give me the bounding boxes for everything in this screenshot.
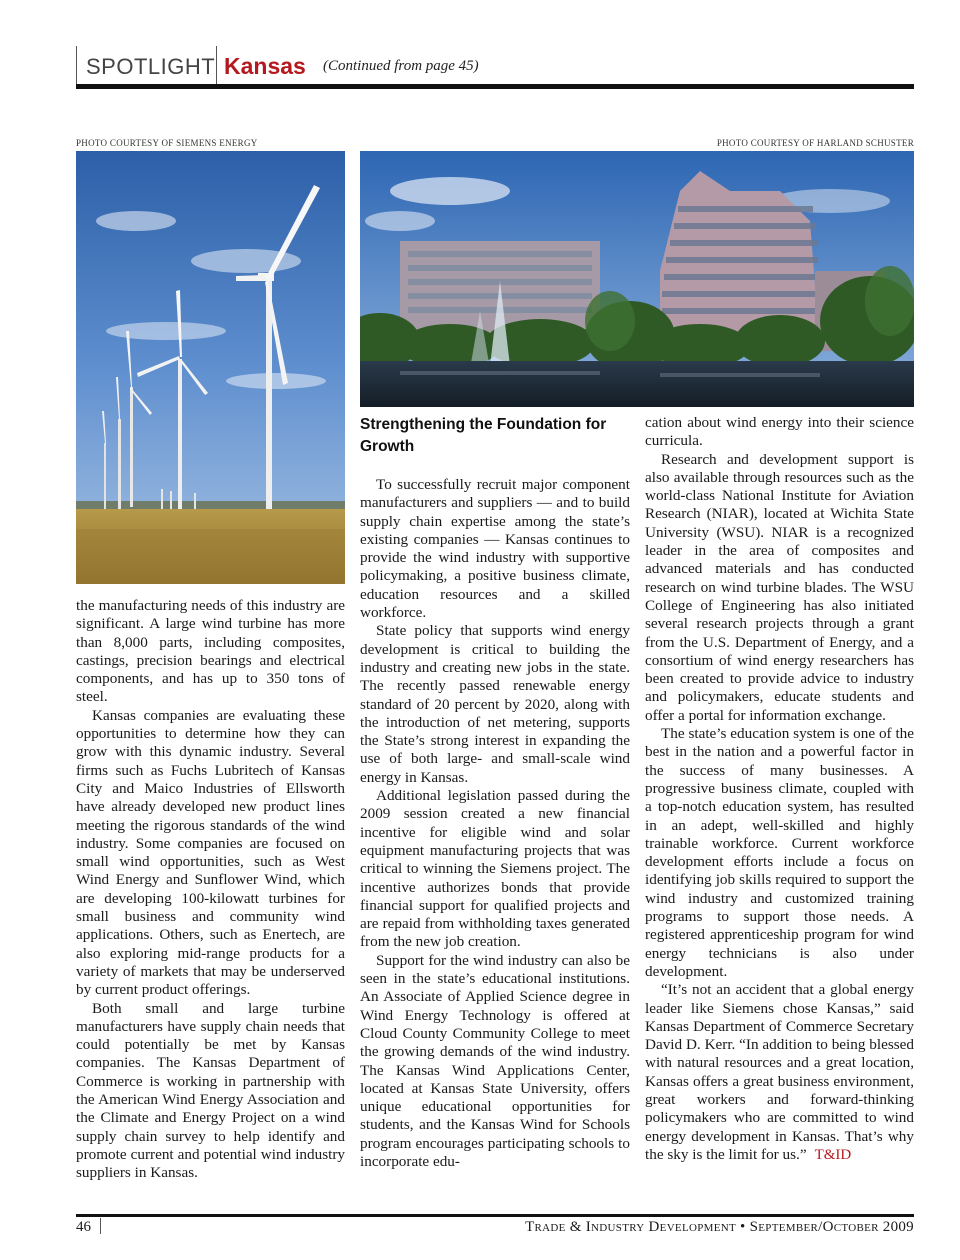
paragraph: Additional legislation passed during the 2009 session created a new financial incentive for eligible wind and solar equipment manufacturing projects that was critical to winning the Siemens project. The incentive authorizes bonds that provide financial support for qualified projects and are repaid from withholding taxes generated from the new job creation. <box>360 787 630 951</box>
section-state: Kansas <box>224 53 306 79</box>
publication-info: Trade & Industry Development • September/October 2009 <box>525 1219 914 1235</box>
header-divider <box>76 46 77 86</box>
continued-note: (Continued from page 45) <box>323 58 479 74</box>
paragraph: cation about wind energy into their science curricula. <box>645 414 914 450</box>
wind-turbine-photo <box>76 151 345 584</box>
section-heading: Strengthening the Foundation for Growth <box>360 416 607 455</box>
header-rule <box>76 84 914 89</box>
page-number: 46 <box>76 1219 91 1235</box>
paragraph: To successfully recruit major component manufacturers and suppliers — and to build supply chain expertise among the state’s existing companies — Kansas continues to provide the wind industry with supportive policymaking, a positive business climate, education resources and a skilled workforce. <box>360 476 630 622</box>
paragraph: Both small and large turbine manufacturers have supply chain needs that could potentially be met by Kansas companies. The Kansas Department of Commerce is working in partnership with the American Wind Energy Association and the Climate and Energy Project on a wind supply chain survey to help identify and promote current and potential wind industry suppliers in Kansas. <box>76 999 345 1182</box>
office-building-photo <box>360 151 914 407</box>
right-photo-credit: PHOTO COURTESY OF HARLAND SCHUSTER <box>716 138 914 148</box>
quote-text: “It’s not an accident that a global energy leader like Siemens chose Kansas,” said Kansas Department of Commerce Secretary David D. Kerr. “In addition to being blessed with natural resources and a great location, Kansas offers a great business environment, great workers and forward-thinking policymakers who are committed to wind energy development in Kansas. That’s why the sky is the limit for us.” <box>645 981 914 1163</box>
paragraph: Research and development support is also available through resources such as the world-class National Institute for Aviation Research (NIAR), located at Wichita State University (WSU). NIAR is a recognized leader in the area of composites and advanced materials and has conducted research on wind turbine blades. The WSU College of Engineering has also initiated several research projects through a grant from the U.S. Department of Energy, and a consortium of wind energy researchers has been created to provide advice to industry and policymakers, educate students and offer a portal for information exchange. <box>645 450 914 724</box>
section-label: SPOTLIGHT <box>86 54 216 79</box>
paragraph: Support for the wind industry can also be seen in the state’s educational institutions. An Associate of Applied Science degree in Wind Energy Technology is offered at Cloud County Community College to meet the growing demands of the wind industry. The Kansas Wind Applications Center, located at Kansas State University, offers unique educational opportunities for students, and the Kansas Wind for Schools program encourages participating schools to incorporate edu- <box>360 951 630 1170</box>
article-column-3 <box>645 414 914 1164</box>
paragraph: State policy that supports wind energy development is critical to building the industry and creating new jobs in the state. The recently passed renewable energy standard of 20 percent by 2020, along with the introduction of net metering, supports the State’s strong interest in expanding the use of both large- and small-scale wind energy in Kansas. <box>360 622 630 786</box>
end-mark: T&ID <box>814 1146 852 1163</box>
header-divider <box>216 46 217 86</box>
footer-divider <box>100 1218 101 1234</box>
paragraph <box>645 981 914 1164</box>
page-header <box>76 44 914 90</box>
left-photo-credit: PHOTO COURTESY OF SIEMENS ENERGY <box>76 138 258 148</box>
article-column-1 <box>76 597 345 1183</box>
paragraph: the manufacturing needs of this industry are significant. A large wind turbine has more than 8,000 parts, including composites, castings, precision bearings and electrical components, and has up to 350 tons of steel. <box>76 597 345 706</box>
paragraph: The state’s education system is one of the best in the nation and a powerful factor in the success of many businesses. A progressive business climate, coupled with a top-notch education system, has resulted in an adept, well-skilled and highly trainable workforce. Current workforce development efforts include a focus on identifying job skills required to support the wind industry and customized training programs to support those needs. A registered apprenticeship program for wind energy technicians is also under development. <box>645 725 914 980</box>
paragraph: Kansas companies are evaluating these opportunities to determine how they can grow with this dynamic industry. Several firms such as Fuchs Lubritech of Kansas City and Maico Industries of Ellsworth have already developed new product lines meeting the rigorous standards of the wind industry. Some companies are focused on small wind opportunities, such as West Wind Energy and Sunflower Wind, which are developing 100-kilowatt turbines for small business and community wind applications. Others, such as Enertech, are also exploring mid-range products for a variety of markets that may be underserved by current product offerings. <box>76 706 345 999</box>
article-column-2 <box>360 414 630 1171</box>
footer-rule <box>76 1214 914 1217</box>
